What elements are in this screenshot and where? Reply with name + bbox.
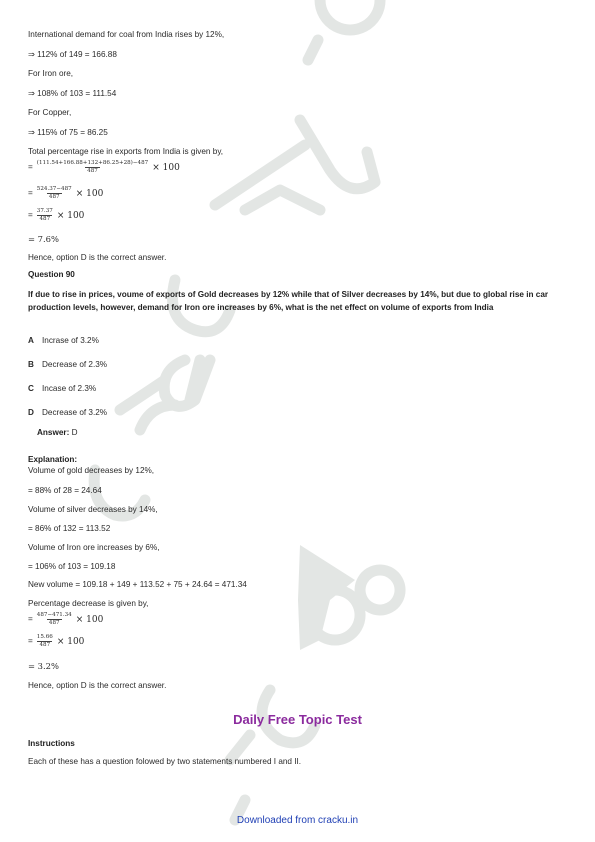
option-a[interactable]: A Incrase of 3.2% [28,336,99,345]
text-line: ⇒ 108% of 103 = 111.54 [28,89,117,98]
math-expression: = $\frac{524.37-487}{487}$ × 100 [28,186,104,200]
footer-link[interactable]: Downloaded from cracku.in [236,815,359,826]
answer-line: Answer: D [37,428,78,437]
text-line: = 86% of 132 = 113.52 [28,524,111,533]
text-line: Volume of silver decreases by 14%, [28,505,158,514]
text-line: ⇒ 112% of 149 = 166.88 [28,50,117,59]
conclusion-line: Hence, option D is the correct answer. [28,681,167,690]
section-title: Daily Free Topic Test [233,712,362,727]
instructions-text: Each of these has a question folowed by two statements numbered I and II. [28,757,302,766]
text-line: Percentage decrease is given by, [28,599,149,608]
text-line: = 88% of 28 = 24.64 [28,486,102,495]
result-line: = 3.2% [28,661,59,671]
conclusion-line: Hence, option D is the correct answer. [28,253,167,262]
option-d[interactable]: D Decrease of 3.2% [28,408,108,417]
text-line: Volume of gold decreases by 12%, [28,466,155,475]
question-label: Question 90 [28,270,75,279]
explanation-label: Explanation: [28,455,78,464]
option-c[interactable]: C Incase of 2.3% [28,384,97,393]
result-line: = 7.6% [28,234,59,244]
question-text: If due to rise in prices, voume of exports of Gold decreases by 12% while that of Silver decreases by 14%, but due to global rise in car production levels, however, demand for Iron ore increases by 6%, what is the net effect on volume of exports from India [28,290,549,312]
math-expression: = $\frac{37.37}{487}$ × 100 [28,208,85,222]
instructions-label: Instructions [28,739,75,748]
option-b[interactable]: B Decrease of 2.3% [28,360,108,369]
math-expression: = $\frac{15.66}{487}$ × 100 [28,634,85,648]
text-line: Total percentage rise in exports from India is given by, [28,147,224,156]
text-line: New volume = 109.18 + 149 + 113.52 + 75 + 24.64 = 471.34 [28,580,247,589]
text-line: ⇒ 115% of 75 = 86.25 [28,128,108,137]
text-line: International demand for coal from India rises by 12%, [28,30,225,39]
text-line: Volume of Iron ore increases by 6%, [28,543,160,552]
text-line: = 106% of 103 = 109.18 [28,562,116,571]
math-expression: = $\frac{487-471.34}{487}$ × 100 [28,612,104,626]
text-line: For Iron ore, [28,69,74,78]
text-line: For Copper, [28,108,72,117]
math-expression: = $\frac{(111.54+166.88+132+86.25+28)-487}{487}$ × 100 [28,160,180,174]
